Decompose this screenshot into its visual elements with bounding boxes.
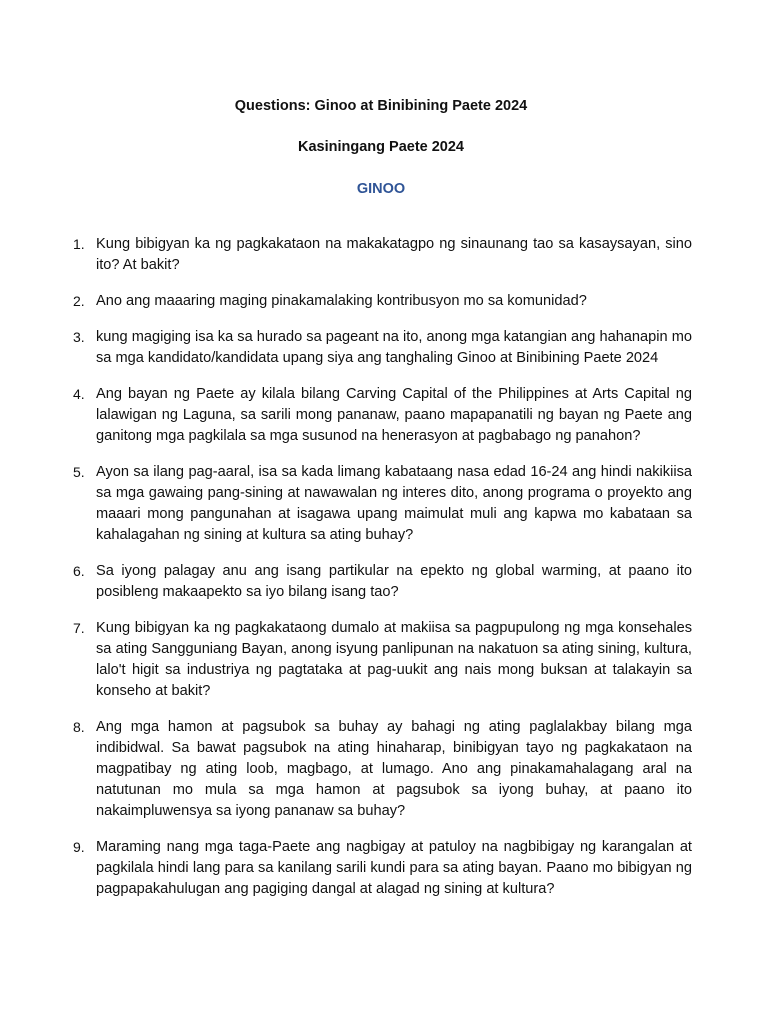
question-item: [70, 234, 692, 276]
question-text: Kung bibigyan ka ng pagkakataong dumalo at makiisa sa pagpupulong ng mga konsehales sa ating Sangguniang Bayan, anong isyung panlipunan na nakatuon sa ating sining, kultura, lalo't higit sa industriya ng pagtataka at pag-uukit ang nais mong buksan at talakayin sa konseho at bakit?: [96, 620, 692, 699]
questions-list: [70, 234, 692, 900]
question-number: 4.: [73, 386, 85, 402]
question-item: [70, 384, 692, 447]
question-item: [70, 837, 692, 900]
question-number: 3.: [73, 329, 85, 345]
section-heading-ginoo: GINOO: [356, 181, 406, 197]
question-item: [70, 291, 692, 312]
question-text: Maraming nang mga taga-Paete ang nagbigay at patuloy na nagbibigay ng karangalan at pagkilala hindi lang para sa kanilang sarili kundi para sa ating bayan. Paano mo bibigyan ng pagpapakahulugan ang pagiging dangal at alagad ng sining at kultura?: [96, 839, 692, 897]
question-number: 6.: [73, 563, 85, 579]
question-text: kung magiging isa ka sa hurado sa pageant na ito, anong mga katangian ang hahanapin mo sa mga kandidato/kandidata upang siya ang tanghaling Ginoo at Binibining Paete 2024: [96, 329, 692, 366]
question-text: Sa iyong palagay anu ang isang partikular na epekto ng global warming, at paano ito posibleng makaapekto sa iyo bilang isang tao?: [96, 563, 692, 600]
question-number: 5.: [73, 464, 85, 480]
question-number: 9.: [73, 839, 85, 855]
question-number: 8.: [73, 719, 85, 735]
question-item: [70, 327, 692, 369]
question-text: Ano ang maaaring maging pinakamalaking kontribusyon mo sa komunidad?: [96, 293, 587, 309]
question-text: Ayon sa ilang pag-aaral, isa sa kada limang kabataang nasa edad 16-24 ang hindi nakikiisa sa mga gawaing pang-sining at nawawalan ng interes dito, anong programa o proyekto ang maaari mong pangunahan at isagawa upang maimulat muli ang kapwa mo kabataan sa kahalagahan ng sining at kultura sa ating buhay?: [96, 464, 692, 543]
question-item: [70, 618, 692, 702]
question-text: Ang bayan ng Paete ay kilala bilang Carving Capital of the Philippines at Arts Capital ng lalawigan ng Laguna, sa sarili mong pananaw, paano mapapanatili ng bayan ng Paete ang ganitong mga pagkilala sa mga susunod na henerasyon at pagbabago ng panahon?: [96, 386, 692, 444]
question-item: [70, 462, 692, 546]
question-number: 1.: [73, 236, 85, 252]
document-title: Questions: Ginoo at Binibining Paete 2024: [234, 98, 528, 114]
document-subtitle: Kasiningang Paete 2024: [297, 139, 464, 155]
question-item: [70, 717, 692, 822]
question-number: 7.: [73, 620, 85, 636]
question-text: Ang mga hamon at pagsubok sa buhay ay bahagi ng ating paglalakbay bilang mga indibidwal. Sa bawat pagsubok na ating hinaharap, binibigyan tayo ng pagkakataon na magpatibay ng ating loob, magbago, at lumago. Ano ang pinakamahalagang aral na natutunan mo mula sa mga hamon at pagsubok sa iyong buhay, at paano ito nakaimpluwensya sa iyong pananaw sa buhay?: [96, 719, 692, 819]
question-item: [70, 561, 692, 603]
question-number: 2.: [73, 293, 85, 309]
question-text: Kung bibigyan ka ng pagkakataon na makakatagpo ng sinaunang tao sa kasaysayan, sino ito? At bakit?: [96, 236, 692, 273]
